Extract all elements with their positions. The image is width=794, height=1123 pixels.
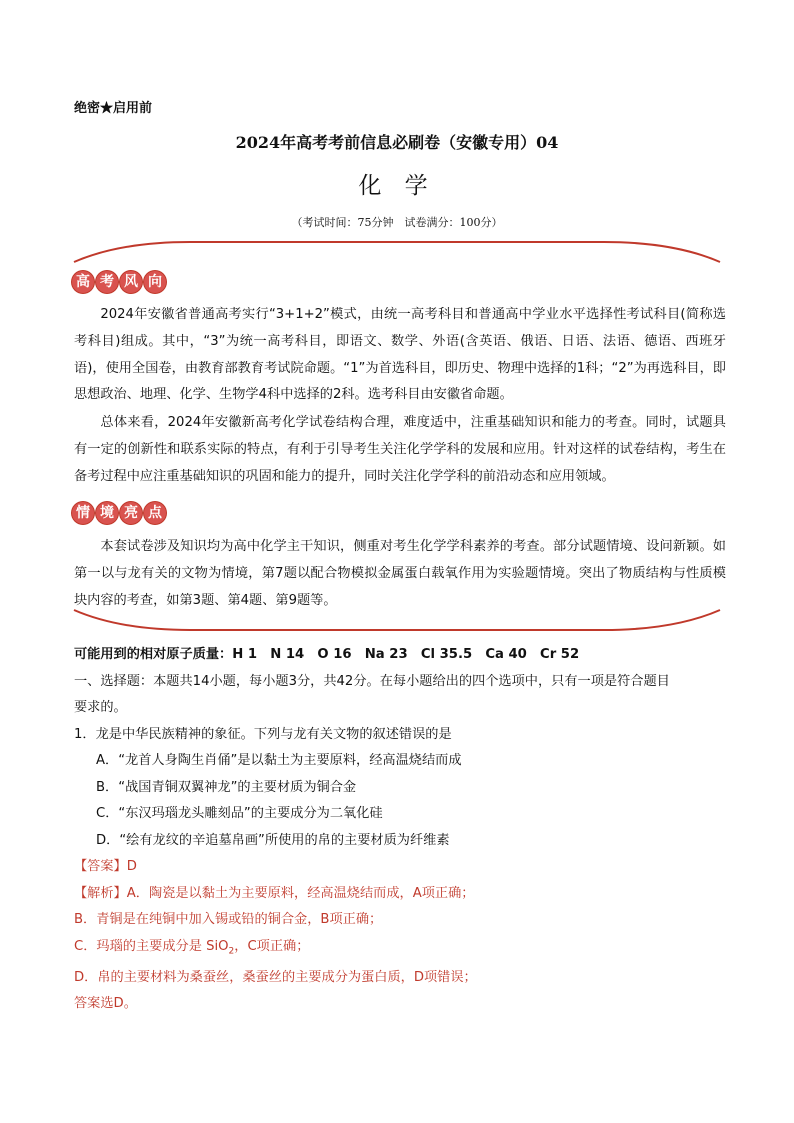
answer-value: D (126, 859, 137, 874)
analysis-d: D．帛的主要材料为桑蚕丝，桑蚕丝的主要成分为蛋白质，D项错误； (74, 969, 477, 985)
exam-info: （考试时间：75分钟 试卷满分：100分） (291, 216, 503, 229)
instructions-line-2: 要求的。 (74, 700, 127, 715)
analysis-tag: 【解析】 (74, 885, 127, 901)
badge-char: 亮 (120, 502, 142, 524)
badge-char: 向 (144, 271, 166, 293)
formula-subscript: 2 (228, 946, 235, 957)
analysis-b: B．青铜是在纯铜中加入锡或铅的铜合金，B项正确； (74, 912, 383, 927)
analysis-text: ，C项正确； (234, 938, 310, 954)
badge-char: 点 (144, 502, 166, 524)
paragraph-text: 本套试卷涉及知识均为高中化学主干知识，侧重对考生化学学科素养的考查。部分试题情境、设问新颖。如第一以与龙有关的文物为情境，第7题以配合物模拟金属蛋白载氧作用为实验题情境。突出了物质结构与性质模块内容的考查，如第3题、第4题、第9题等。 (74, 539, 726, 608)
highlight-paragraph (74, 534, 726, 614)
chemical-formula: SiO (206, 938, 229, 954)
analysis-text: C．玛瑙的主要成分是 (74, 938, 202, 954)
paragraph-text: 2024年安徽省普通高考实行“3+1+2”模式，由统一高考科目和普通高中学业水平选择性考试科目(简称选考科目)组成。其中，“3”为统一高考科目，即语文、数学、外语(含英语、俄语、日语、法语、德语、西班牙语)，使用全国卷，由教育部教育考试院命题。“1”为首选科目，即历史、物理中选择的1科；“2”为再选科目，即思想政治、地理、化学、生物学4科中选择的2科。选考科目由安徽省命题。 (74, 307, 726, 403)
analysis-a (74, 881, 726, 908)
trend-paragraph-1 (74, 302, 726, 409)
instructions-line-1: 一、选择题：本题共14小题，每小题3分，共42分。在每小题给出的四个选项中，只有一项是符合题目 (74, 673, 670, 689)
badge-char: 高 (72, 271, 94, 293)
badge-char: 考 (96, 271, 118, 293)
answer-tag: 【答案】 (74, 859, 127, 874)
conclusion: 答案选D。 (74, 996, 137, 1012)
answer-line (74, 854, 726, 881)
paragraph-text: 总体来看，2024年安徽新高考化学试卷结构合理，难度适中，注重基础知识和能力的考查。同时，试题具有一定的创新性和联系实际的特点，有利于引导考生关注化学学科的发展和应用。针对这样的试卷结构，考生在备考过程中应注重基础知识的巩固和能力的提升，同时关注化学学科的前沿动态和应用领域。 (74, 415, 726, 484)
badge-char: 情 (72, 502, 94, 524)
badge-context-highlight (72, 502, 168, 524)
frame-top-arc (74, 242, 720, 262)
analysis-text: A．陶瓷是以黏土为主要原料，经高温烧结而成，A项正确； (126, 885, 475, 901)
option-a: A．“龙首人身陶生肖俑”是以黏土为主要原料，经高温烧结而成 (96, 753, 462, 768)
option-d: D．“绘有龙纹的辛追墓帛画”所使用的帛的主要材质为纤维素 (96, 832, 450, 848)
option-b: B．“战国青铜双翼神龙”的主要材质为铜合金 (96, 779, 357, 795)
badge-char: 境 (96, 502, 118, 524)
analysis-c (74, 934, 726, 965)
page-title: 2024年高考考前信息必刷卷（安徽专用）04 (235, 133, 559, 152)
question-stem: 1．龙是中华民族精神的象征。下列与龙有关文物的叙述错误的是 (74, 726, 452, 742)
option-c: C．“东汉玛瑙龙头雕刻品”的主要成分为二氧化硅 (96, 806, 383, 821)
subject-title: 化 学 (358, 173, 436, 199)
question-area (74, 642, 726, 1018)
badge-gaokao-trend (72, 271, 168, 293)
confidential-label: 绝密★启用前 (74, 101, 153, 116)
atomic-masses: 可能用到的相对原子质量：H 1 N 14 O 16 Na 23 Cl 35.5 Ca 40 Cr 52 (74, 647, 580, 662)
badge-char: 风 (120, 271, 142, 293)
trend-paragraph-2 (74, 410, 726, 490)
